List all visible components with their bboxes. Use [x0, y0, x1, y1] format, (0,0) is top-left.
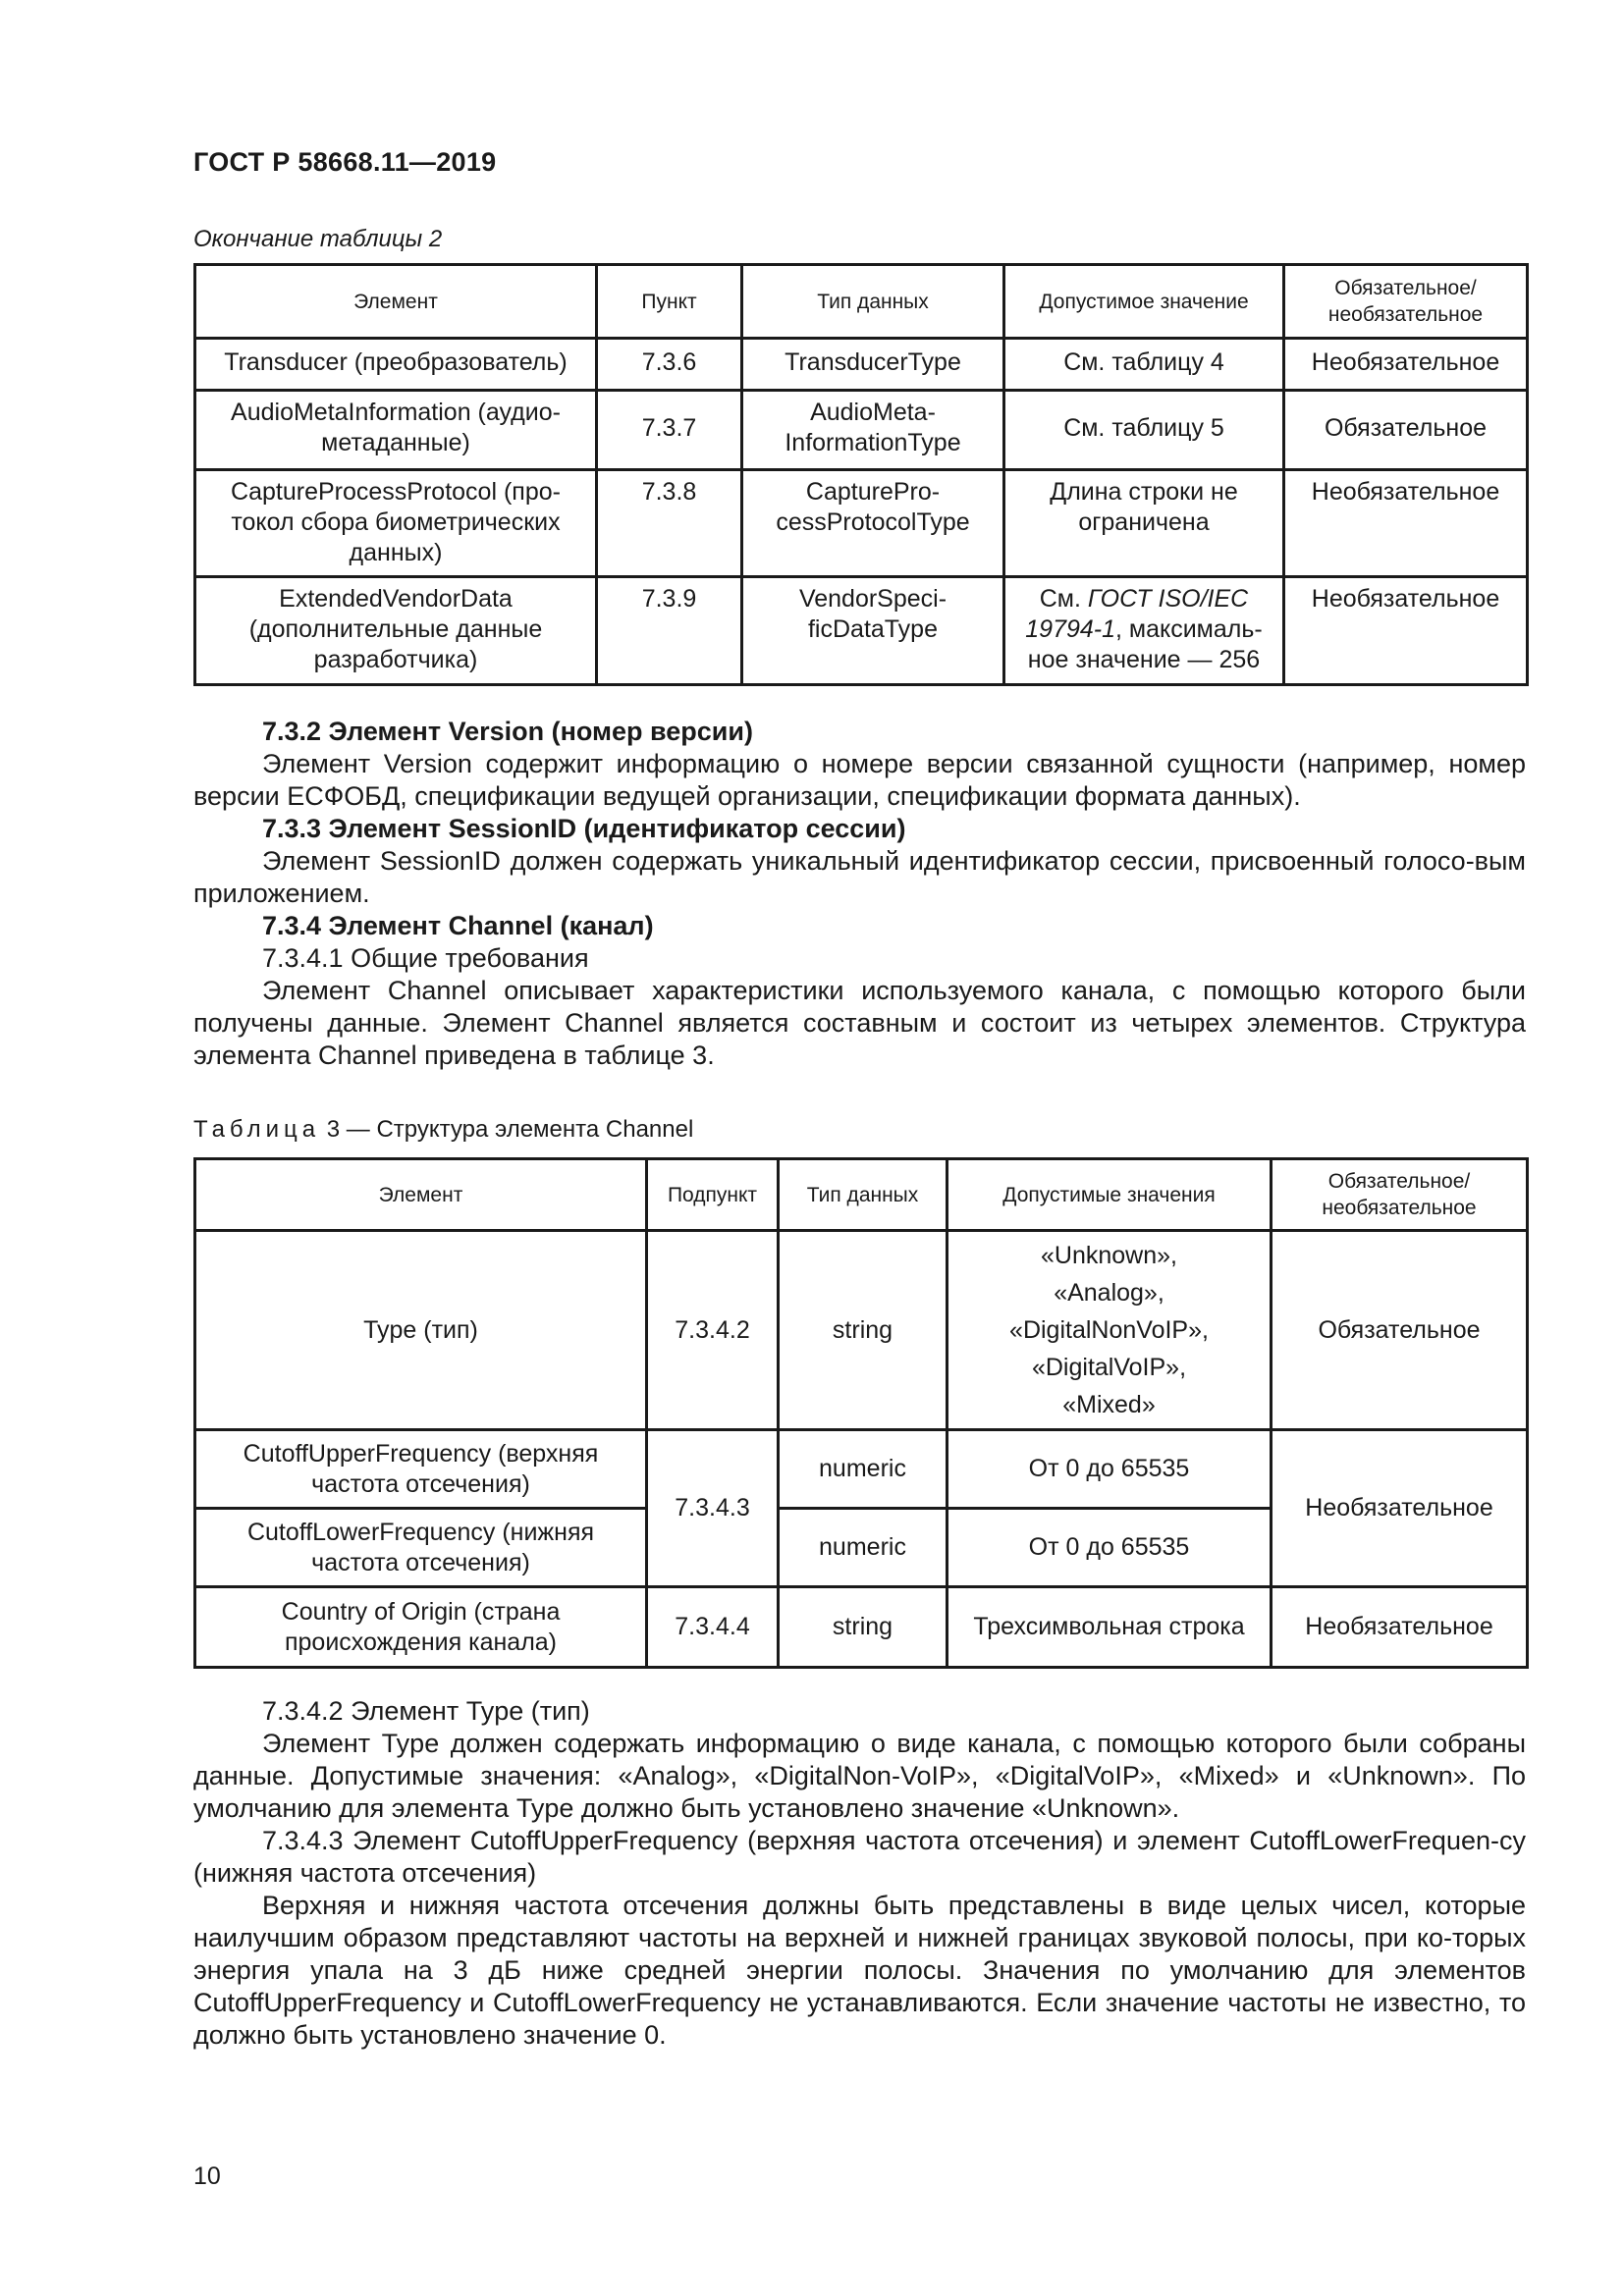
table-header-cell: Элемент	[195, 1159, 647, 1231]
table-cell: 7.3.4.2	[647, 1231, 779, 1430]
table-header-row	[195, 1159, 1528, 1231]
table-cell: 7.3.4.3	[647, 1430, 779, 1587]
sections-block-1	[193, 716, 1526, 1072]
table-cell: CutoffLowerFrequency (нижняя частота отсечения)	[195, 1509, 647, 1587]
table-header-cell: Пункт	[597, 265, 742, 339]
table-cell: numeric	[779, 1430, 947, 1509]
table-header-cell: Допустимые значения	[947, 1159, 1272, 1231]
table-cell: CutoffUpperFrequency (верхняя частота отсечения)	[195, 1430, 647, 1509]
table-header-cell: Подпункт	[647, 1159, 779, 1231]
table-header-cell: Допустимое значение	[1004, 265, 1284, 339]
paragraph: Элемент Channel описывает характеристики используемого канала, с помощью которого были получены данные. Элемент Channel является составным и состоит из четырех элементов. Структура элемента Channel приведена в таблице 3.	[193, 976, 1526, 1070]
paragraph: Элемент Type должен содержать информацию о виде канала, с помощью которого были собраны данные. Допустимые значения: «Analog», «DigitalNon-VoIP», «DigitalVoIP», «Mixed» и «Unknown». По умолчанию для элемента Type должно быть установлено значение «Unknown».	[193, 1729, 1526, 1823]
section-heading: 7.3.4 Элемент Channel (канал)	[262, 911, 654, 940]
allowed-value: «DigitalNonVoIP»,	[1009, 1316, 1209, 1344]
table-cell: ExtendedVendorData (дополнительные данные разработчика)	[195, 577, 597, 685]
table2-caption: Окончание таблицы 2	[193, 226, 443, 252]
table-row	[195, 339, 1528, 391]
paragraph: Элемент SessionID должен содержать уникальный идентификатор сессии, присвоенный голосо-вым приложением.	[193, 846, 1526, 908]
page-number: 10	[193, 2163, 221, 2190]
table3-caption-text: 3 — Структура элемента Channel	[320, 1116, 694, 1143]
table-cell: string	[779, 1587, 947, 1668]
section-heading: 7.3.2 Элемент Version (номер версии)	[262, 717, 753, 746]
table-cell: AudioMetaInformation (аудио-метаданные)	[195, 391, 597, 470]
table-row	[195, 1587, 1528, 1668]
subsection-heading: 7.3.4.3 Элемент CutoffUpperFrequency (верхняя частота отсечения) и элемент CutoffLowerFrequen-cy (нижняя частота отсечения)	[193, 1826, 1526, 1888]
table-cell: Длина строки не ограничена	[1004, 470, 1284, 577]
table-cell: 7.3.4.4	[647, 1587, 779, 1668]
table-cell: Необязательное	[1284, 577, 1528, 685]
table-cell: От 0 до 65535	[947, 1509, 1272, 1587]
allowed-values-cell	[947, 1231, 1272, 1430]
table-cell: CaptureProcessProtocol (про-токол сбора биометрических данных)	[195, 470, 597, 577]
table-cell: Необязательное	[1272, 1430, 1528, 1587]
table-cell: См. таблицу 4	[1004, 339, 1284, 391]
table-cell: Transducer (преобразователь)	[195, 339, 597, 391]
table-cell: 7.3.6	[597, 339, 742, 391]
table-2	[193, 263, 1529, 686]
table-cell: AudioMeta-InformationType	[742, 391, 1004, 470]
table-cell: Необязательное	[1284, 470, 1528, 577]
table-row	[195, 1430, 1528, 1509]
table-cell: TransducerType	[742, 339, 1004, 391]
table-cell: Необязательное	[1272, 1587, 1528, 1668]
table-header-cell: Обязательное/ необязательное	[1284, 265, 1528, 339]
table-3	[193, 1157, 1529, 1669]
table-cell: Необязательное	[1284, 339, 1528, 391]
section-heading: 7.3.3 Элемент SessionID (идентификатор сессии)	[262, 814, 906, 843]
standard-reference: ГОСТ ISO/IEC 19794-1	[1025, 585, 1249, 643]
sections-block-2	[193, 1695, 1526, 2052]
table-header-cell: Обязательное/ необязательное	[1272, 1159, 1528, 1231]
allowed-value: «DigitalVoIP»,	[1031, 1354, 1187, 1381]
table-cell	[1004, 577, 1284, 685]
table-cell: См. таблицу 5	[1004, 391, 1284, 470]
table-cell: Обязательное	[1272, 1231, 1528, 1430]
table-cell: 7.3.7	[597, 391, 742, 470]
table-cell: Type (тип)	[195, 1231, 647, 1430]
table-cell: Country of Origin (страна происхождения канала)	[195, 1587, 647, 1668]
allowed-value: «Mixed»	[1062, 1391, 1156, 1418]
paragraph: Элемент Version содержит информацию о номере версии связанной сущности (например, номер версии ЕСФОБД, спецификации ведущей организации, спецификации формата данных).	[193, 749, 1526, 811]
table-cell: CapturePro-cessProtocolType	[742, 470, 1004, 577]
table-row	[195, 470, 1528, 577]
table-cell: Обязательное	[1284, 391, 1528, 470]
document-header: ГОСТ Р 58668.11—2019	[193, 147, 497, 177]
table-header-cell: Тип данных	[742, 265, 1004, 339]
table-cell: numeric	[779, 1509, 947, 1587]
table-header-cell: Тип данных	[779, 1159, 947, 1231]
table-row	[195, 1231, 1528, 1430]
subsection-heading: 7.3.4.1 Общие требования	[262, 943, 589, 973]
value-suffix: , максималь-ное значение — 256	[1027, 615, 1263, 673]
table-cell: От 0 до 65535	[947, 1430, 1272, 1509]
paragraph: Верхняя и нижняя частота отсечения должны быть представлены в виде целых чисел, которые наилучшим образом представляют частоты на верхней и нижней границах звуковой полосы, при ко-торых энергия упала на 3 дБ ниже средней энергии полосы. Значения по умолчанию для элементов CutoffUpperFrequency и CutoffLowerFrequency не устанавливаются. Если значение частоты не известно, то должно быть установлено значение 0.	[193, 1891, 1526, 2050]
table3-caption	[193, 1116, 693, 1144]
table-header-row	[195, 265, 1528, 339]
table-cell: VendorSpeci-ficDataType	[742, 577, 1004, 685]
table-row	[195, 577, 1528, 685]
table3-caption-label: Таблица	[193, 1116, 321, 1143]
table-header-cell: Элемент	[195, 265, 597, 339]
table-cell: 7.3.8	[597, 470, 742, 577]
allowed-value: «Unknown»,	[1041, 1242, 1177, 1269]
table-cell: Трехсимвольная строка	[947, 1587, 1272, 1668]
table-row	[195, 391, 1528, 470]
table-cell: string	[779, 1231, 947, 1430]
allowed-value: «Analog»,	[1054, 1279, 1164, 1307]
table-cell: 7.3.9	[597, 577, 742, 685]
subsection-heading: 7.3.4.2 Элемент Type (тип)	[262, 1696, 590, 1726]
value-prefix: См.	[1039, 585, 1088, 613]
